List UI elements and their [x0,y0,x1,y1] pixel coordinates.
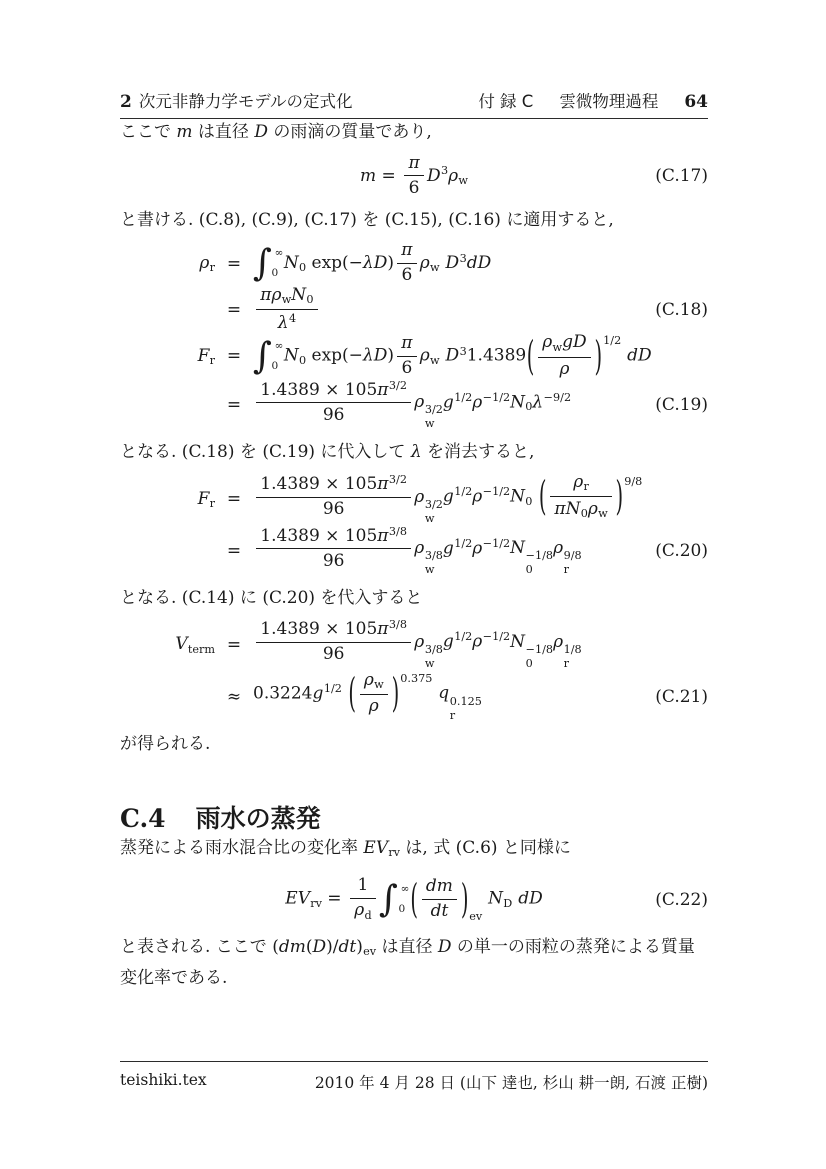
equation-line [120,380,708,432]
display-equation-c22 [120,874,708,926]
equation-lhs: Fr [197,345,215,368]
equation-rhs: $0.3224g^{1/2}$ ( $\frac{\rho w}{\rho}$ ) $^{0.375}$ q 0.125 r [253,669,482,722]
paragraph-mass-change-rate: と表される. ここで (dm(D)/dt)ev は直径 D の単一の雨粒の蒸発による質量変化率である. [120,936,695,989]
display-equation-c17 [120,153,708,199]
equation-relation: = [226,346,242,367]
equation-c22-body: EVrv = $\frac{1}{\rho d}$ ∫ ∞ 0 ( $\frac{dm}{dt}$ ) $_{ev}$ ND dD [285,875,543,924]
header-appendix-title: 雲微物理過程 [559,92,659,111]
paragraph-eliminate-lambda: となる. (C.18) を (C.19) に代入して λ を消去すると, [120,442,535,463]
equation-line [120,526,708,578]
equation-rhs: $\frac{1.4389 \times 105\pi^{3/8}}{96}$ ρ 3/8 w $g^{1/2}\rho^{-1/2}N$ −1/8 0 ρ 9/8 r [253,526,582,578]
equation-relation: = [226,541,242,562]
equation-line [120,619,708,671]
section-heading [120,799,708,835]
equation-relation: = [226,489,242,510]
equation-relation: ≈ [226,686,242,707]
footer-filename: teishiki.tex [120,1071,207,1089]
paragraph-evaporation-intro: 蒸発による雨水混合比の変化率 EVrv は, 式 (C.6) と同様に [120,837,571,859]
equation-c17-body: m = $\frac{\pi}{6}$ $D^3\rho w$ [359,152,468,198]
equation-tag-c19: (C.19) [655,395,708,416]
paragraph-substitute-c20: となる. (C.14) に (C.20) を代入すると [120,588,423,609]
section-title: 雨水の蒸発 [195,803,321,833]
equation-rhs: ∫ ∞ 0 N0 exp(−λD) $\frac{\pi}{6}$ ρw $D^31.4389$ ( $\frac{\text{ρwgD}}{\rho}$ ) $^{1/2}$ dD [253,332,652,380]
header-chapter-number: 2 [120,92,132,112]
eqnarray-c18-c19 [120,241,708,431]
equation-relation: = [226,395,242,416]
equation-rhs: $\frac{1.4389 \times 105\pi^{3/8}}{96}$ ρ 3/8 w $g^{1/2}\rho^{-1/2}N$ −1/8 0 ρ 1/8 r [253,619,582,671]
equation-rhs: $\frac{1.4389 \times 105\pi^{3/2}}{96}$ ρ 3/2 w $g^{1/2}\rho^{-1/2}N0\lambda^{-9/2}$ [253,380,571,432]
equation-tag-c22: (C.22) [655,889,708,910]
equation-rhs: $\frac{1.4389 \times 105\pi^{3/2}}{96}$ ρ 3/2 w $g^{1/2}\rho^{-1/2}N0$ ( $\frac{\rho r}{\pi N0\rho w}$ ) $^{9/8}$ [253,473,642,526]
footer-row [120,1071,708,1093]
paragraph-obtained: が得られる. [120,733,211,754]
eqnarray-c21 [120,619,708,722]
equation-relation: = [226,253,242,274]
page-header [120,88,708,112]
footer-date-authors: 2010 年 4 月 28 日 (山下 達也, 杉山 耕一朗, 石渡 正樹) [314,1074,708,1092]
equation-rhs: ∫ ∞ 0 N0 exp(−λD) $\frac{\pi}{6}$ ρw $D^3dD$ [253,240,492,286]
equation-line [120,473,708,526]
equation-rhs: $\frac{\text{πρwN0}}{\lambda^4}$ [253,286,321,333]
eqnarray-c20 [120,473,708,577]
footer-rule [120,1061,708,1062]
equation-tag-c20: (C.20) [655,541,708,562]
header-chapter [120,88,353,112]
equation-line [120,286,708,333]
equation-relation: = [226,634,242,655]
equation-relation: = [226,299,242,320]
paragraph-intro-mass: ここで m は直径 D の雨滴の質量であり, [120,122,432,142]
equation-lhs: ρr [199,252,215,275]
page-footer [120,1061,708,1093]
equation-line [120,333,708,379]
paragraph-apply: と書ける. (C.8), (C.9), (C.17) を (C.15), (C.16) に適用すると, [120,210,614,230]
equation-line [120,241,708,286]
header-appendix-label: 付 録 C [478,92,534,111]
equation-lhs: Vterm [175,634,215,656]
equation-tag-c21: (C.21) [655,686,708,707]
equation-tag-c18: (C.18) [655,299,708,320]
header-page-number: 64 [684,92,708,112]
header-chapter-title: 次元非静力学モデルの定式化 [138,92,353,111]
equation-lhs: Fr [197,488,215,511]
section-number: C.4 [120,803,166,833]
equation-tag-c17: (C.17) [655,166,708,186]
header-appendix [478,88,708,112]
equation-line [120,671,708,723]
